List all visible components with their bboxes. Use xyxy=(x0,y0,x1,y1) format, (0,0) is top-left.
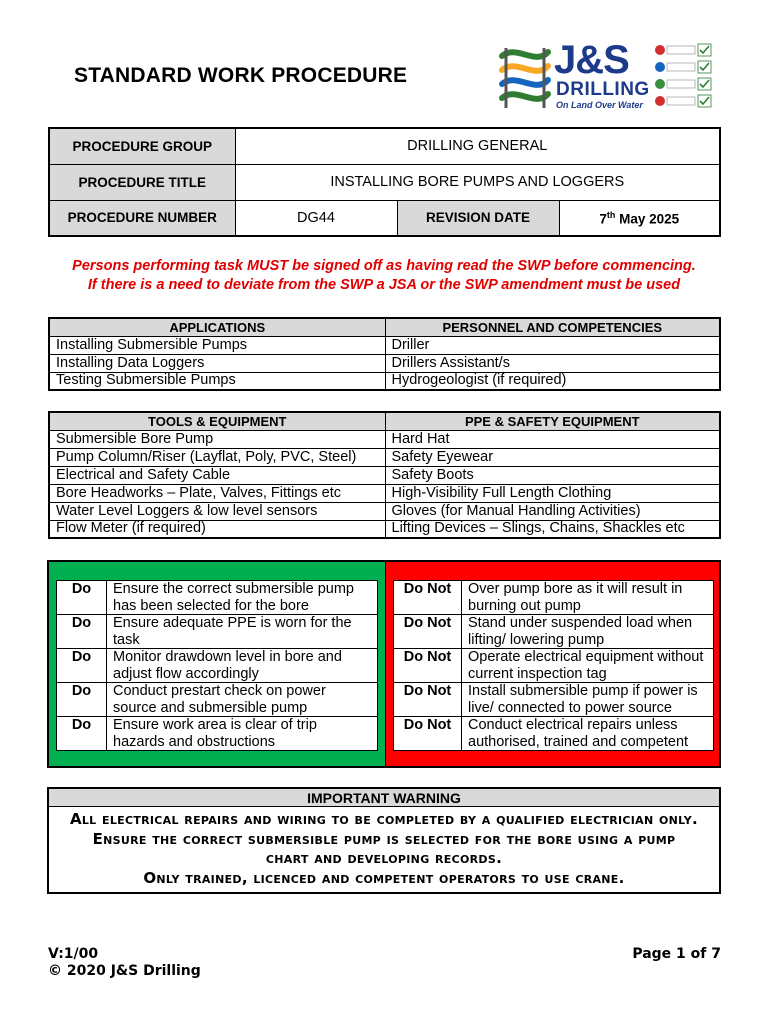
tools-header-row xyxy=(49,412,720,430)
warning-title: IMPORTANT WARNING xyxy=(49,789,719,807)
do-not-label: Do Not xyxy=(394,683,462,717)
do-row xyxy=(57,717,378,751)
procedure-number-row xyxy=(49,200,720,236)
procedure-number-label: PROCEDURE NUMBER xyxy=(49,200,235,236)
do-not-label: Do Not xyxy=(394,717,462,751)
ppe-cell: High-Visibility Full Length Clothing xyxy=(385,484,720,502)
do-panel xyxy=(49,562,386,766)
do-item: Ensure the correct submersible pump has been selected for the bore xyxy=(107,581,378,615)
procedure-number-value: DG44 xyxy=(235,200,397,236)
do-not-item: Install submersible pump if power is live/ connected to power source xyxy=(462,683,714,717)
do-label: Do xyxy=(57,615,107,649)
logo-brand: J&S xyxy=(554,38,629,82)
do-not-row xyxy=(394,581,714,615)
footer-copyright: © 2020 J&S Drilling xyxy=(48,963,201,979)
table-row xyxy=(49,448,720,466)
table-row xyxy=(49,430,720,448)
page-title: STANDARD WORK PROCEDURE xyxy=(74,64,408,87)
do-not-row xyxy=(394,717,714,751)
revision-date-value xyxy=(559,200,720,236)
table-row xyxy=(49,502,720,520)
procedure-group-row xyxy=(49,128,720,164)
do-not-panel xyxy=(386,562,719,766)
do-not-item: Operate electrical equipment without current inspection tag xyxy=(462,649,714,683)
do-label: Do xyxy=(57,581,107,615)
do-not-row xyxy=(394,649,714,683)
tool-cell: Flow Meter (if required) xyxy=(49,520,385,538)
revision-month-year: May 2025 xyxy=(615,211,680,226)
do-label: Do xyxy=(57,683,107,717)
application-cell: Installing Data Loggers xyxy=(49,354,385,372)
personnel-header: PERSONNEL AND COMPETENCIES xyxy=(385,318,720,336)
ppe-cell: Lifting Devices – Slings, Chains, Shackles etc xyxy=(385,520,720,538)
applications-header: APPLICATIONS xyxy=(49,318,385,336)
table-row xyxy=(49,520,720,538)
logo-tagline: On Land Over Water xyxy=(556,100,643,110)
warning-line-1: All electrical repairs and wiring to be completed by a qualified electrician only. xyxy=(69,810,699,828)
notice-line-1: Persons performing task MUST be signed off as having read the SWP before commencing. xyxy=(72,258,696,274)
do-not-item: Stand under suspended load when lifting/ lowering pump xyxy=(462,615,714,649)
ppe-header: PPE & SAFETY EQUIPMENT xyxy=(385,412,720,430)
revision-day: 7 xyxy=(599,211,607,226)
signoff-notice xyxy=(40,257,728,295)
applications-table xyxy=(48,317,721,391)
application-cell: Installing Submersible Pumps xyxy=(49,336,385,354)
logo-swoosh-icon xyxy=(496,42,556,114)
do-item: Ensure adequate PPE is worn for the task xyxy=(107,615,378,649)
do-item: Conduct prestart check on power source and submersible pump xyxy=(107,683,378,717)
do-table xyxy=(56,580,378,751)
do-row xyxy=(57,683,378,717)
tool-cell: Water Level Loggers & low level sensors xyxy=(49,502,385,520)
table-row xyxy=(49,466,720,484)
do-not-label: Do Not xyxy=(394,581,462,615)
footer-version: V:1/00 xyxy=(48,946,99,962)
procedure-title-value: INSTALLING BORE PUMPS AND LOGGERS xyxy=(235,164,720,200)
do-not-label: Do Not xyxy=(394,615,462,649)
ppe-cell: Gloves (for Manual Handling Activities) xyxy=(385,502,720,520)
do-label: Do xyxy=(57,717,107,751)
certification-badges-icon xyxy=(654,42,716,114)
warning-line-2: Ensure the correct submersible pump is selected for the bore using a pump chart and developing records. xyxy=(92,829,676,867)
tool-cell: Submersible Bore Pump xyxy=(49,430,385,448)
warning-line-3: Only trained, licenced and competent operators to use crane. xyxy=(143,868,625,887)
tools-header: TOOLS & EQUIPMENT xyxy=(49,412,385,430)
table-row xyxy=(49,336,720,354)
revision-date-label: REVISION DATE xyxy=(397,200,559,236)
do-item: Monitor drawdown level in bore and adjust flow accordingly xyxy=(107,649,378,683)
ppe-cell: Safety Eyewear xyxy=(385,448,720,466)
do-not-row xyxy=(394,615,714,649)
do-and-dont-panel xyxy=(47,560,721,768)
personnel-cell: Hydrogeologist (if required) xyxy=(385,372,720,390)
do-not-table xyxy=(393,580,714,751)
do-row xyxy=(57,581,378,615)
do-label: Do xyxy=(57,649,107,683)
procedure-title-row xyxy=(49,164,720,200)
do-not-item: Over pump bore as it will result in burning out pump xyxy=(462,581,714,615)
personnel-cell: Driller xyxy=(385,336,720,354)
table-row xyxy=(49,372,720,390)
important-warning-box xyxy=(47,787,721,894)
do-row xyxy=(57,615,378,649)
do-not-label: Do Not xyxy=(394,649,462,683)
notice-line-2: If there is a need to deviate from the SWP a JSA or the SWP amendment must be used xyxy=(87,277,681,293)
procedure-info-table xyxy=(48,127,721,237)
do-item: Ensure work area is clear of trip hazards and obstructions xyxy=(107,717,378,751)
procedure-group-label: PROCEDURE GROUP xyxy=(49,128,235,164)
personnel-cell: Drillers Assistant/s xyxy=(385,354,720,372)
footer-page-number: Page 1 of 7 xyxy=(632,946,721,962)
tools-table xyxy=(48,411,721,539)
ppe-cell: Safety Boots xyxy=(385,466,720,484)
table-row xyxy=(49,484,720,502)
table-row xyxy=(49,354,720,372)
revision-day-suffix: th xyxy=(606,209,616,220)
tool-cell: Electrical and Safety Cable xyxy=(49,466,385,484)
tool-cell: Bore Headworks – Plate, Valves, Fittings etc xyxy=(49,484,385,502)
warning-body xyxy=(49,807,719,892)
logo-subbrand: DRILLING xyxy=(556,79,650,100)
do-not-row xyxy=(394,683,714,717)
applications-header-row xyxy=(49,318,720,336)
do-row xyxy=(57,649,378,683)
company-logo xyxy=(496,38,718,114)
procedure-group-value: DRILLING GENERAL xyxy=(235,128,720,164)
ppe-cell: Hard Hat xyxy=(385,430,720,448)
tool-cell: Pump Column/Riser (Layflat, Poly, PVC, Steel) xyxy=(49,448,385,466)
application-cell: Testing Submersible Pumps xyxy=(49,372,385,390)
procedure-title-label: PROCEDURE TITLE xyxy=(49,164,235,200)
do-not-item: Conduct electrical repairs unless authorised, trained and competent xyxy=(462,717,714,751)
